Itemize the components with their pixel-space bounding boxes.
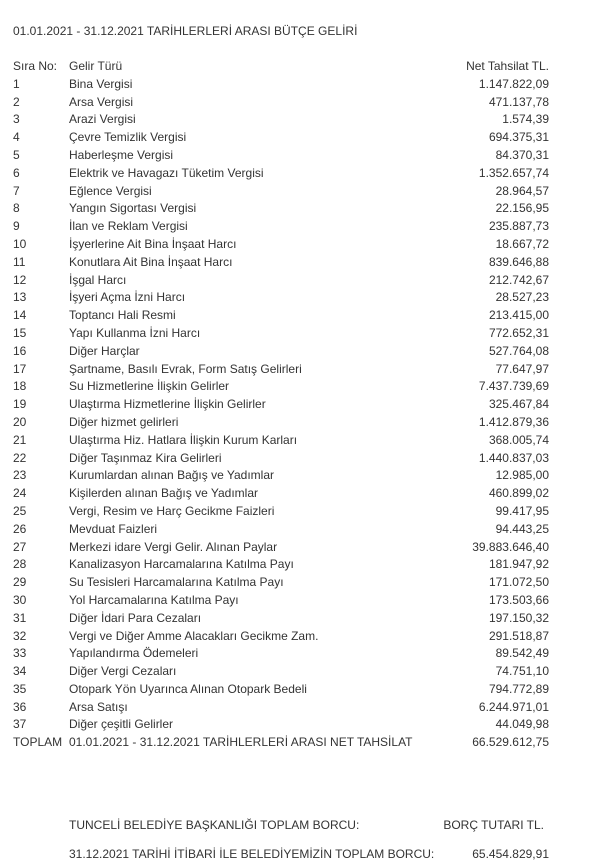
table-row bbox=[13, 716, 549, 734]
row-name: Su Hizmetlerine İlişkin Gelirler bbox=[69, 379, 230, 394]
table-row bbox=[13, 592, 549, 610]
debt-header-amount-label: BORÇ TUTARI TL. bbox=[443, 818, 544, 832]
row-no: 8 bbox=[13, 201, 20, 216]
row-name: Diğer hizmet gelirleri bbox=[69, 414, 179, 429]
row-no: 7 bbox=[13, 183, 20, 198]
row-no: 37 bbox=[13, 717, 27, 732]
row-name: Elektrik ve Havagazı Tüketim Vergisi bbox=[69, 165, 264, 180]
table-row bbox=[13, 289, 549, 307]
budget-table bbox=[13, 58, 549, 752]
row-name: Su Tesisleri Harcamalarına Katılma Payı bbox=[69, 575, 284, 590]
row-amount: 325.467,84 bbox=[488, 397, 549, 412]
table-row bbox=[13, 503, 549, 521]
row-no: 12 bbox=[13, 272, 27, 287]
row-no: 21 bbox=[13, 432, 27, 447]
table-row bbox=[13, 628, 549, 646]
table-row bbox=[13, 450, 549, 468]
row-amount: 99.417,95 bbox=[495, 503, 549, 518]
row-name: Toptancı Hali Resmi bbox=[69, 308, 176, 323]
row-name: Vergi, Resim ve Harç Gecikme Faizleri bbox=[69, 503, 275, 518]
row-no: 17 bbox=[13, 361, 27, 376]
table-row bbox=[13, 218, 549, 236]
row-amount: 181.947,92 bbox=[488, 557, 549, 572]
row-amount: 794.772,89 bbox=[488, 681, 549, 696]
row-no: 32 bbox=[13, 628, 27, 643]
table-header-row bbox=[13, 58, 549, 76]
row-amount: 12.985,00 bbox=[495, 468, 549, 483]
row-amount: 44.049,98 bbox=[495, 717, 549, 732]
row-no: 22 bbox=[13, 450, 27, 465]
row-name: Yol Harcamalarına Katılma Payı bbox=[69, 592, 239, 607]
column-header-amount: Net Tahsilat TL. bbox=[466, 59, 549, 73]
row-name: İşyeri Açma İzni Harcı bbox=[69, 290, 186, 305]
row-name: Merkezi idare Vergi Gelir. Alınan Paylar bbox=[69, 539, 278, 554]
row-name: Kişilerden alınan Bağış ve Yadımlar bbox=[69, 486, 258, 501]
table-row bbox=[13, 396, 549, 414]
row-no: 1 bbox=[13, 76, 20, 91]
row-amount: 77.647,97 bbox=[495, 361, 549, 376]
row-no: 11 bbox=[13, 254, 26, 269]
row-no: 19 bbox=[13, 397, 27, 412]
row-name: Bina Vergisi bbox=[69, 76, 133, 91]
row-amount: 173.503,66 bbox=[488, 592, 549, 607]
row-amount: 28.527,23 bbox=[495, 290, 549, 305]
total-amount: 66.529.612,75 bbox=[472, 735, 549, 750]
total-row bbox=[13, 734, 549, 752]
row-no: 4 bbox=[13, 130, 20, 145]
row-no: 25 bbox=[13, 503, 27, 518]
debt-header-label: TUNCELİ BELEDİYE BAŞKANLIĞI TOPLAM BORCU: bbox=[69, 818, 360, 832]
debt-row-label: 31.12.2021 TARİHİ İTİBARİ İLE BELEDİYEMİZİN TOPLAM BORCU: bbox=[69, 847, 435, 861]
row-amount: 22.156,95 bbox=[495, 201, 549, 216]
row-name: Yapılandırma Ödemeleri bbox=[69, 646, 199, 661]
row-amount: 84.370,31 bbox=[495, 147, 549, 162]
row-amount: 1.574,39 bbox=[502, 112, 549, 127]
table-row bbox=[13, 343, 549, 361]
row-name: Eğlence Vergisi bbox=[69, 183, 152, 198]
row-name: Ulaştırma Hizmetlerine İlişkin Gelirler bbox=[69, 397, 266, 412]
row-amount: 89.542,49 bbox=[495, 646, 549, 661]
row-amount: 213.415,00 bbox=[488, 308, 549, 323]
row-name: Diğer Taşınmaz Kira Gelirleri bbox=[69, 450, 222, 465]
row-amount: 212.742,67 bbox=[488, 272, 549, 287]
row-no: 6 bbox=[13, 165, 20, 180]
row-no: 16 bbox=[13, 343, 27, 358]
table-row bbox=[13, 699, 549, 717]
row-no: 5 bbox=[13, 147, 20, 162]
table-row bbox=[13, 681, 549, 699]
row-no: 30 bbox=[13, 592, 27, 607]
table-row bbox=[13, 521, 549, 539]
table-body bbox=[13, 76, 549, 734]
row-amount: 460.899,02 bbox=[488, 486, 549, 501]
row-name: İşyerlerine Ait Bina İnşaat Harcı bbox=[69, 236, 237, 251]
table-row bbox=[13, 539, 549, 557]
row-no: 34 bbox=[13, 664, 27, 679]
table-row bbox=[13, 378, 549, 396]
row-amount: 18.667,72 bbox=[495, 236, 549, 251]
row-no: 18 bbox=[13, 379, 27, 394]
row-amount: 39.883.646,40 bbox=[472, 539, 549, 554]
row-amount: 772.652,31 bbox=[488, 325, 549, 340]
table-row bbox=[13, 361, 549, 379]
row-name: Yangın Sigortası Vergisi bbox=[69, 201, 197, 216]
table-row bbox=[13, 200, 549, 218]
table-row bbox=[13, 165, 549, 183]
table-row bbox=[13, 76, 549, 94]
row-amount: 1.147.822,09 bbox=[478, 76, 549, 91]
total-description: 01.01.2021 - 31.12.2021 TARİHLERLERİ ARASI NET TAHSİLAT bbox=[69, 735, 413, 750]
row-amount: 74.751,10 bbox=[495, 664, 549, 679]
row-amount: 1.440.837,03 bbox=[478, 450, 549, 465]
row-amount: 527.764,08 bbox=[488, 343, 549, 358]
row-no: 26 bbox=[13, 521, 27, 536]
column-header-no: Sıra No: bbox=[13, 59, 58, 73]
row-amount: 94.443,25 bbox=[495, 521, 549, 536]
row-amount: 197.150,32 bbox=[488, 610, 549, 625]
row-name: Diğer çeşitli Gelirler bbox=[69, 717, 174, 732]
table-row bbox=[13, 556, 549, 574]
row-no: 36 bbox=[13, 699, 27, 714]
row-name: Çevre Temizlik Vergisi bbox=[69, 130, 187, 145]
row-amount: 839.646,88 bbox=[488, 254, 549, 269]
row-no: 15 bbox=[13, 325, 27, 340]
row-no: 31 bbox=[13, 610, 27, 625]
row-name: İlan ve Reklam Vergisi bbox=[69, 219, 188, 234]
row-name: Diğer Harçlar bbox=[69, 343, 140, 358]
row-amount: 235.887,73 bbox=[488, 219, 549, 234]
table-row bbox=[13, 129, 549, 147]
row-no: 10 bbox=[13, 236, 27, 251]
row-no: 27 bbox=[13, 539, 27, 554]
debt-row bbox=[69, 845, 549, 863]
row-amount: 28.964,57 bbox=[495, 183, 549, 198]
row-name: Otopark Yön Uyarınca Alınan Otopark Bedeli bbox=[69, 681, 307, 696]
row-name: Arsa Vergisi bbox=[69, 94, 134, 109]
row-name: Kanalizasyon Harcamalarına Katılma Payı bbox=[69, 557, 294, 572]
row-name: Konutlara Ait Bina İnşaat Harcı bbox=[69, 254, 233, 269]
row-name: Arsa Satışı bbox=[69, 699, 128, 714]
row-amount: 694.375,31 bbox=[488, 130, 549, 145]
row-no: 28 bbox=[13, 557, 27, 572]
row-name: Vergi ve Diğer Amme Alacakları Gecikme Zam. bbox=[69, 628, 319, 643]
row-no: 3 bbox=[13, 112, 20, 127]
table-row bbox=[13, 111, 549, 129]
table-row bbox=[13, 414, 549, 432]
table-row bbox=[13, 272, 549, 290]
row-no: 2 bbox=[13, 94, 20, 109]
row-name: Yapı Kullanma İzni Harcı bbox=[69, 325, 201, 340]
row-amount: 1.352.657,74 bbox=[478, 165, 549, 180]
row-name: Mevduat Faizleri bbox=[69, 521, 158, 536]
row-name: Haberleşme Vergisi bbox=[69, 147, 174, 162]
row-name: Arazi Vergisi bbox=[69, 112, 136, 127]
row-no: 9 bbox=[13, 219, 20, 234]
column-header-name: Gelir Türü bbox=[69, 59, 123, 73]
row-name: Diğer İdari Para Cezaları bbox=[69, 610, 202, 625]
debt-header bbox=[69, 816, 549, 834]
row-no: 33 bbox=[13, 646, 27, 661]
table-row bbox=[13, 183, 549, 201]
row-amount: 368.005,74 bbox=[488, 432, 549, 447]
table-row bbox=[13, 325, 549, 343]
row-no: 29 bbox=[13, 575, 27, 590]
table-row bbox=[13, 610, 549, 628]
row-no: 24 bbox=[13, 486, 27, 501]
row-no: 35 bbox=[13, 681, 27, 696]
table-row bbox=[13, 254, 549, 272]
row-name: Şartname, Basılı Evrak, Form Satış Gelirleri bbox=[69, 361, 302, 376]
table-row bbox=[13, 663, 549, 681]
row-amount: 471.137,78 bbox=[488, 94, 549, 109]
row-name: İşgal Harcı bbox=[69, 272, 127, 287]
debt-row-amount: 65.454.829,91 bbox=[472, 847, 549, 861]
table-row bbox=[13, 485, 549, 503]
row-no: 20 bbox=[13, 414, 27, 429]
table-row bbox=[13, 307, 549, 325]
row-amount: 6.244.971,01 bbox=[478, 699, 549, 714]
row-no: 14 bbox=[13, 308, 27, 323]
table-row bbox=[13, 94, 549, 112]
table-row bbox=[13, 432, 549, 450]
row-amount: 291.518,87 bbox=[488, 628, 549, 643]
row-no: 13 bbox=[13, 290, 27, 305]
row-no: 23 bbox=[13, 468, 27, 483]
row-amount: 171.072,50 bbox=[488, 575, 549, 590]
row-name: Diğer Vergi Cezaları bbox=[69, 664, 177, 679]
table-row bbox=[13, 467, 549, 485]
row-name: Kurumlardan alınan Bağış ve Yadımlar bbox=[69, 468, 275, 483]
row-amount: 7.437.739,69 bbox=[478, 379, 549, 394]
table-row bbox=[13, 645, 549, 663]
table-row bbox=[13, 236, 549, 254]
table-row bbox=[13, 574, 549, 592]
table-row bbox=[13, 147, 549, 165]
page-title: 01.01.2021 - 31.12.2021 TARİHLERLERİ ARASI BÜTÇE GELİRİ bbox=[13, 24, 358, 38]
total-label: TOPLAM bbox=[13, 735, 63, 750]
row-name: Ulaştırma Hiz. Hatlara İlişkin Kurum Karları bbox=[69, 432, 298, 447]
row-amount: 1.412.879,36 bbox=[478, 414, 549, 429]
